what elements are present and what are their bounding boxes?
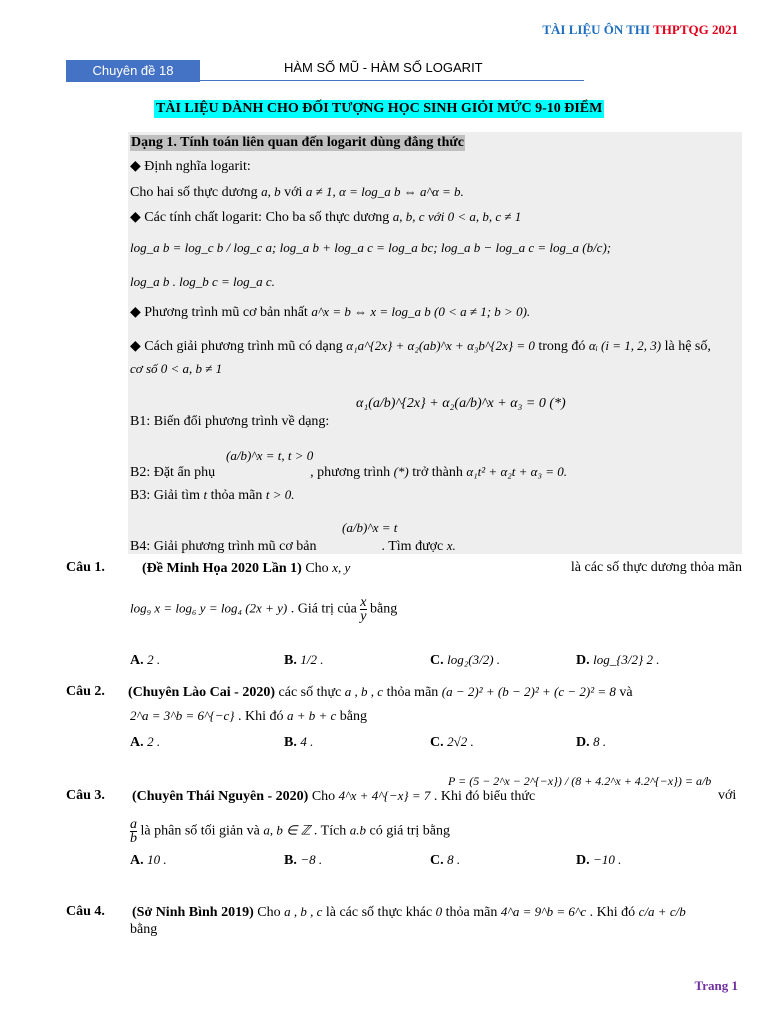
def-vars: a, b bbox=[261, 184, 281, 199]
question-3-expr: P = (5 − 2^x − 2^{−x}) / (8 + 4.2^x + 4.2^{−x}) = a/b bbox=[448, 774, 712, 788]
question-2-vars: a , b , c bbox=[344, 684, 384, 699]
prop-formula-2: log_a b . log_b c = log_a c. bbox=[130, 274, 275, 289]
prop-formula-1: log_a b = log_c b / log_c a; log_a b + log_a c = log_a bc; log_a b − log_a c = log_a (b/c); bbox=[130, 240, 612, 255]
b3-line bbox=[130, 487, 294, 504]
question-1-option-c[interactable]: C. log₂(3/2) . bbox=[430, 652, 501, 668]
prop-cond: với 0 < a, b, c ≠ 1 bbox=[428, 209, 522, 224]
section-title: Dạng 1. Tính toán liên quan đến logarit dùng đẳng thức bbox=[131, 135, 464, 150]
question-1-line2 bbox=[130, 596, 397, 623]
question-2-line2 bbox=[130, 708, 367, 725]
method-line bbox=[130, 338, 711, 355]
b2-line bbox=[130, 464, 567, 481]
question-3-text-f: có giá trị bằng bbox=[369, 823, 451, 839]
question-2-formula: (a − 2)² + (b − 2)² + (c − 2)² = 8 bbox=[441, 684, 616, 699]
question-4-source: (Sở Ninh Bình 2019) bbox=[132, 905, 254, 920]
question-3-option-a[interactable]: A. 10 . bbox=[130, 852, 167, 868]
question-2-text-d: . Khi đó bbox=[237, 709, 284, 724]
question-3-prod: a.b bbox=[349, 822, 367, 838]
prop-vars: a, b, c bbox=[392, 209, 425, 224]
question-2-text: các số thực bbox=[278, 685, 342, 700]
chapter-chip: Chuyên đề 18 bbox=[66, 60, 200, 82]
b2-star: (*) bbox=[393, 464, 409, 479]
question-3-option-b[interactable]: B. −8 . bbox=[284, 852, 323, 868]
question-3-option-c[interactable]: C. 8 . bbox=[430, 852, 461, 868]
question-2-source: (Chuyên Lào Cai - 2020) bbox=[128, 685, 276, 700]
question-3-text-d: là phân số tối giản và bbox=[140, 823, 260, 839]
question-2-option-c[interactable]: C. 2√2 . bbox=[430, 734, 474, 750]
question-3-cond: a, b ∈ ℤ bbox=[263, 822, 311, 838]
question-1-text-c: . Giá trị của bbox=[290, 601, 357, 617]
method-coef: αᵢ (i = 1, 2, 3) bbox=[588, 338, 662, 353]
question-1-text-b: là các số thực dương thỏa mãn bbox=[570, 560, 742, 575]
b1-formula: α₁(a/b)^{2x} + α₂(a/b)^x + α₃ = 0 (*) bbox=[356, 396, 566, 411]
basic-eq-text: ◆ Phương trình mũ cơ bản nhất bbox=[130, 305, 308, 320]
prop-text: ◆ Các tính chất logarit: Cho ba số thực dương bbox=[130, 210, 390, 225]
method-coef-label: là hệ số, bbox=[664, 339, 711, 354]
question-1-line bbox=[142, 560, 742, 577]
question-4-label: Câu 4. bbox=[66, 904, 105, 919]
series-exam: THPTQG 2021 bbox=[653, 22, 738, 37]
b4-text: B4: Giải phương trình mũ cơ bản bbox=[130, 539, 317, 554]
question-1-option-d[interactable]: D. log_{3/2} 2 . bbox=[576, 652, 660, 668]
question-3-text-e: . Tích bbox=[313, 823, 347, 839]
question-3-with: với bbox=[718, 788, 737, 803]
def-formula: a ≠ 1, α = log_a b ⇔ a^α = b. bbox=[305, 184, 464, 199]
b4-var: x. bbox=[446, 538, 456, 553]
def-line bbox=[130, 184, 464, 201]
series-header bbox=[542, 22, 738, 38]
page-number: Trang 1 bbox=[694, 978, 738, 993]
b2-text-c: trở thành bbox=[412, 465, 463, 480]
question-4-text-b: là các số thực khác bbox=[325, 905, 433, 920]
question-3-source: (Chuyên Thái Nguyên - 2020) bbox=[132, 789, 309, 804]
def-with: với bbox=[284, 185, 303, 200]
question-4-text-e: bằng bbox=[130, 922, 158, 937]
b2-result: α₁t² + α₂t + α₃ = 0. bbox=[466, 464, 568, 479]
question-2-text-c: và bbox=[619, 685, 633, 700]
question-4-text-c: thỏa mãn bbox=[445, 905, 498, 920]
question-1-text: Cho bbox=[305, 561, 329, 576]
question-2-option-a[interactable]: A. 2 . bbox=[130, 734, 161, 750]
b2-formula: (a/b)^x = t, t > 0 bbox=[226, 448, 314, 463]
b3-text: B3: Giải tìm bbox=[130, 488, 200, 503]
method-text: ◆ Cách giải phương trình mũ có dạng bbox=[130, 339, 343, 354]
b3-text-b: thỏa mãn bbox=[210, 488, 263, 503]
topic-title: HÀM SỐ MŨ - HÀM SỐ LOGARIT bbox=[284, 60, 483, 75]
question-2-option-d[interactable]: D. 8 . bbox=[576, 734, 607, 750]
question-1-formula: log₉ x = log₆ y = log₄ (2x + y) bbox=[130, 600, 288, 616]
question-1-text-d: bằng bbox=[370, 601, 398, 617]
question-2-text-b: thỏa mãn bbox=[386, 685, 439, 700]
question-3-line bbox=[132, 788, 535, 805]
method-base: cơ số 0 < a, b ≠ 1 bbox=[130, 361, 223, 376]
question-2-label: Câu 2. bbox=[66, 684, 105, 699]
question-4-text: Cho bbox=[257, 905, 281, 920]
b3-cond: t > 0. bbox=[265, 487, 295, 502]
method-formula: α₁a^{2x} + α₂(ab)^x + α₃b^{2x} = 0 bbox=[346, 338, 535, 353]
question-2-text-e: bằng bbox=[339, 709, 367, 724]
question-4-vars: a , b , c bbox=[284, 904, 323, 919]
question-3-text-b: . Khi đó biểu thức bbox=[433, 789, 536, 804]
question-1-label: Câu 1. bbox=[66, 560, 105, 575]
question-4-zero: 0 bbox=[435, 904, 443, 919]
question-3-line2 bbox=[130, 818, 450, 845]
question-1-vars: x, y bbox=[332, 560, 351, 575]
question-3-fraction: $\frac{a}{b}$ bbox=[130, 817, 137, 846]
question-1-fraction: $\frac{x}{y}$ bbox=[360, 595, 367, 624]
question-4-line bbox=[132, 904, 686, 921]
question-4-formula: 4^a = 9^b = 6^c bbox=[500, 904, 587, 919]
series-prefix: TÀI LIỆU ÔN THI bbox=[542, 22, 651, 37]
level-banner: TÀI LIỆU DÀNH CHO ĐỐI TƯỢNG HỌC SINH GIỎI MỨC 9-10 ĐIỂM bbox=[156, 101, 603, 116]
question-3-formula: 4^x + 4^{−x} = 7 bbox=[338, 788, 431, 803]
b4-line bbox=[130, 538, 456, 555]
question-1-option-b[interactable]: B. 1/2 . bbox=[284, 652, 324, 668]
method-where: trong đó bbox=[538, 339, 586, 354]
b2-text-b: , phương trình bbox=[310, 465, 391, 480]
b2-text: B2: Đặt ẩn phụ bbox=[130, 465, 216, 480]
question-4-text-d: . Khi đó bbox=[589, 905, 636, 920]
question-4-expr: c/a + c/b bbox=[638, 904, 686, 919]
b4-formula: (a/b)^x = t bbox=[342, 520, 398, 535]
question-2-formula-2: 2^a = 3^b = 6^{−c} bbox=[130, 708, 235, 723]
b3-var: t bbox=[203, 487, 208, 502]
prop-line bbox=[130, 209, 521, 226]
def-text: Cho hai số thực dương bbox=[130, 185, 258, 200]
question-1-option-a[interactable]: A. 2 . bbox=[130, 652, 161, 668]
basic-eq-line bbox=[130, 304, 530, 321]
def-title: ◆ Định nghĩa logarit: bbox=[130, 159, 251, 174]
b4-text-b: . Tìm được bbox=[381, 539, 444, 554]
question-3-text: Cho bbox=[311, 789, 336, 804]
question-3-label: Câu 3. bbox=[66, 788, 105, 803]
b1-text: B1: Biến đổi phương trình về dạng: bbox=[130, 414, 330, 429]
question-2-line bbox=[128, 684, 633, 701]
question-1-source: (Đề Minh Họa 2020 Lần 1) bbox=[142, 561, 302, 576]
question-2-expr: a + b + c bbox=[286, 708, 337, 723]
question-3-option-d[interactable]: D. −10 . bbox=[576, 852, 622, 868]
question-2-option-b[interactable]: B. 4 . bbox=[284, 734, 314, 750]
header-rule bbox=[200, 80, 584, 81]
basic-eq-formula: a^x = b ⇔ x = log_a b (0 < a ≠ 1; b > 0). bbox=[311, 304, 531, 319]
